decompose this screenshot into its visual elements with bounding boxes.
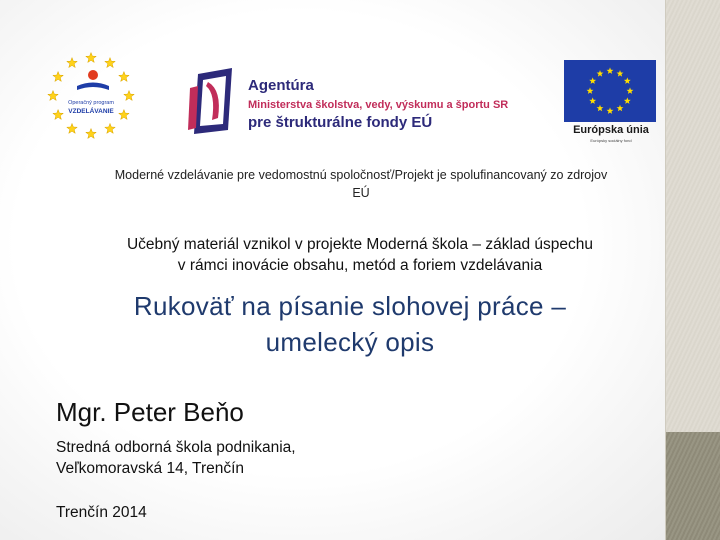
eu-sublabel: Európsky sociálny fond [590,138,632,143]
title-line-2: umelecký opis [265,327,435,357]
eu-star-icon [589,97,596,104]
op-star-icon [105,58,115,68]
op-logo-text-2: VZDELÁVANIE [68,108,114,115]
op-star-icon [67,123,77,133]
agency-ministry-line: Ministerstva školstva, vedy, výskumu a športu SR [248,99,509,111]
op-head-dot [88,70,98,80]
title-line-1: Rukoväť na písanie slohovej práce – [133,291,567,321]
eu-flag-icon [564,60,656,122]
agency-funds-line: pre štrukturálne fondy EÚ [248,114,433,131]
op-star-icon [86,129,96,139]
op-vzdelavanie-logo [44,52,138,144]
place-year: Trenčín 2014 [56,504,147,521]
eu-logo [562,58,660,148]
op-star-icon [105,123,115,133]
op-logo-graphic [44,52,138,144]
eu-star-icon [607,67,614,74]
agency-logo [188,66,528,138]
school-line-1: Stredná odborná škola podnikania, [56,439,296,456]
material-statement [60,234,660,276]
funding-line-1: Moderné vzdelávanie pre vedomostnú spoločnosť/Projekt je spolufinancovaný zo zdrojov [114,168,608,182]
school-address [56,437,296,479]
op-star-icon [86,53,96,63]
eu-star-icon [597,105,604,112]
op-star-icon [119,72,129,82]
op-star-icon [53,110,63,120]
op-star-icon [67,58,77,68]
eu-star-icon [627,87,634,94]
side-panel-lower [666,432,720,540]
eu-star-icon [587,87,594,94]
op-star-icon [124,91,134,101]
op-star-icon [119,110,129,120]
material-line-1: Učebný materiál vznikol v projekte Moderná škola – základ úspechu [126,236,594,253]
school-line-2: Veľkomoravská 14, Trenčín [56,460,245,477]
author-name: Mgr. Peter Beňo [56,397,244,427]
eu-star-icon [624,97,631,104]
agency-title: Agentúra [248,77,314,94]
funding-statement [74,166,648,202]
eu-star-icon [597,70,604,77]
op-logo-text-1: Operačný program [68,100,114,106]
op-star-icon [48,91,58,101]
eu-stars [564,60,656,122]
eu-star-icon [589,77,596,84]
side-panel-upper [666,0,720,432]
op-star-ring [48,53,134,139]
eu-label: Európska únia [573,124,649,136]
slide-title [40,288,660,360]
op-star-icon [53,72,63,82]
material-line-2: v rámci inovácie obsahu, metód a foriem vzdelávania [177,257,543,274]
op-book-shape [77,83,109,91]
agency-mark-icon [188,66,244,136]
eu-star-icon [617,70,624,77]
eu-star-icon [624,77,631,84]
funding-line-2: EÚ [352,186,370,200]
eu-star-icon [617,105,624,112]
eu-star-icon [607,107,614,114]
